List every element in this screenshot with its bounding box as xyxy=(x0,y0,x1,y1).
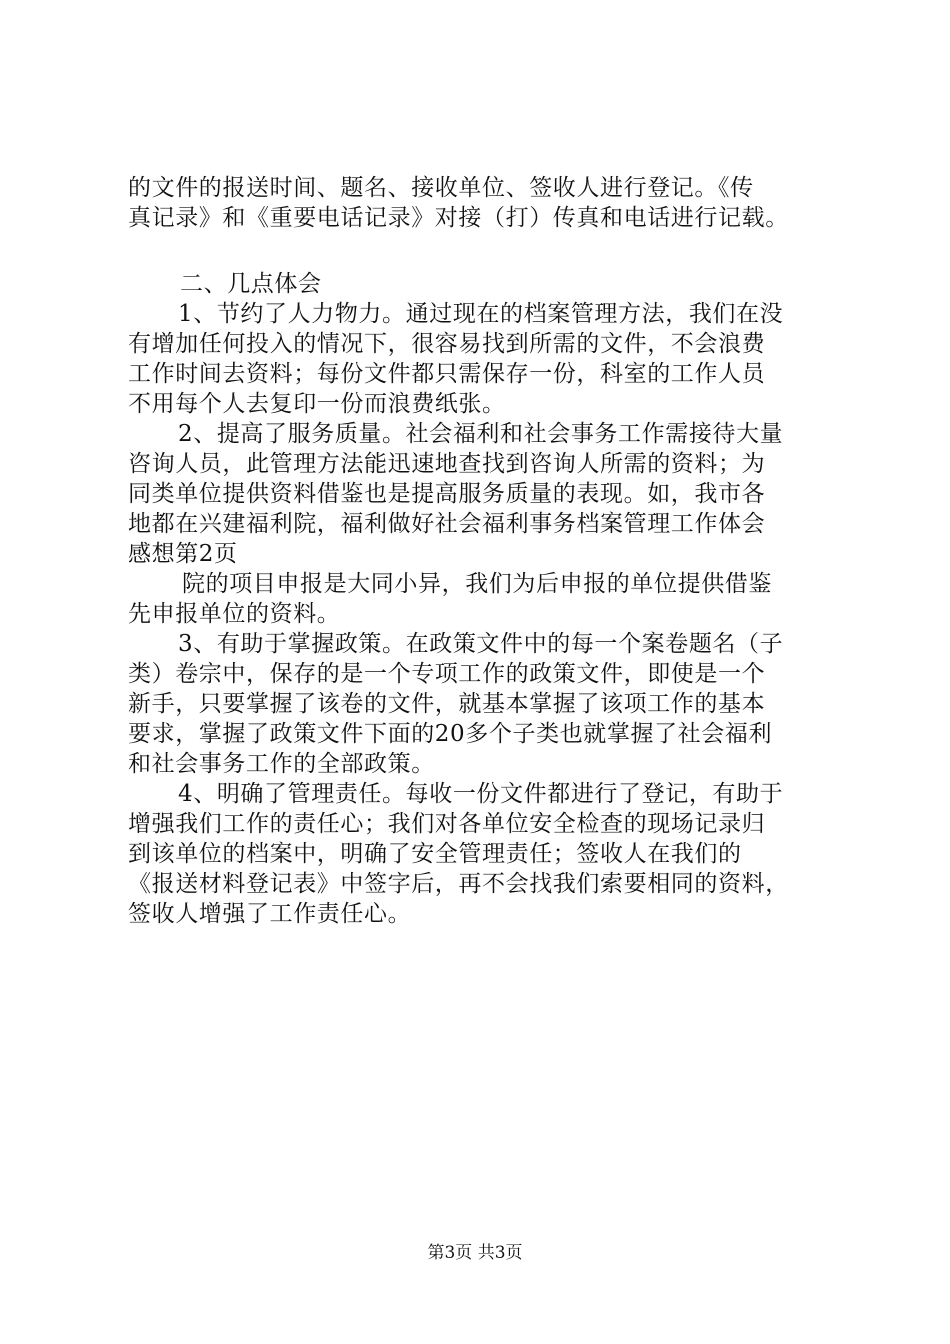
paragraph-2b-line: 先申报单位的资料。 xyxy=(128,601,341,627)
text-line: 真记录》和《重要电话记录》对接（打）传真和电话进行记载。 xyxy=(128,205,789,231)
paragraph-4-line: 增强我们工作的责任心；我们对各单位安全检查的现场记录归 xyxy=(128,811,766,837)
paragraph-3-line: 3、有助于掌握政策。在政策文件中的每一个案卷题名（子 xyxy=(178,631,784,657)
paragraph-2-line: 感想第2页 xyxy=(128,541,238,567)
paragraph-3-line: 要求，掌握了政策文件下面的20多个子类也就掌握了社会福利 xyxy=(128,721,773,747)
paragraph-4-line: 《报送材料登记表》中签字后，再不会找我们索要相同的资料， xyxy=(128,871,789,897)
paragraph-1-line: 有增加任何投入的情况下，很容易找到所需的文件，不会浪费 xyxy=(128,331,766,357)
paragraph-3-line: 类）卷宗中，保存的是一个专项工作的政策文件，即使是一个 xyxy=(128,661,766,687)
document-body xyxy=(128,173,840,929)
paragraph-4-line: 到该单位的档案中，明确了安全管理责任；签收人在我们的 xyxy=(128,841,742,867)
paragraph-1-line: 1、节约了人力物力。通过现在的档案管理方法，我们在没 xyxy=(178,301,784,327)
paragraph-4-line: 签收人增强了工作责任心。 xyxy=(128,901,412,927)
paragraph-gap xyxy=(128,233,840,269)
paragraph-2b-line: 院的项目申报是大同小异，我们为后申报的单位提供借鉴 xyxy=(182,571,772,597)
paragraph-2-line: 同类单位提供资料借鉴也是提高服务质量的表现。如，我市各 xyxy=(128,481,766,507)
page-footer: 第3页 共3页 xyxy=(427,1243,523,1263)
section-heading: 二、几点体会 xyxy=(180,271,322,297)
paragraph-2-line: 2、提高了服务质量。社会福利和社会事务工作需接待大量 xyxy=(178,421,784,447)
paragraph-2-line: 咨询人员，此管理方法能迅速地查找到咨询人所需的资料；为 xyxy=(128,451,766,477)
paragraph-1-line: 不用每个人去复印一份而浪费纸张。 xyxy=(128,391,506,417)
paragraph-2-line: 地都在兴建福利院，福利做好社会福利事务档案管理工作体会 xyxy=(128,511,766,537)
paragraph-1-line: 工作时间去资料；每份文件都只需保存一份，科室的工作人员 xyxy=(128,361,766,387)
paragraph-4-line: 4、明确了管理责任。每收一份文件都进行了登记，有助于 xyxy=(178,781,784,807)
text-line: 的文件的报送时间、题名、接收单位、签收人进行登记。《传 xyxy=(128,175,754,201)
paragraph-3-line: 和社会事务工作的全部政策。 xyxy=(128,751,435,777)
paragraph-3-line: 新手，只要掌握了该卷的文件，就基本掌握了该项工作的基本 xyxy=(128,691,766,717)
